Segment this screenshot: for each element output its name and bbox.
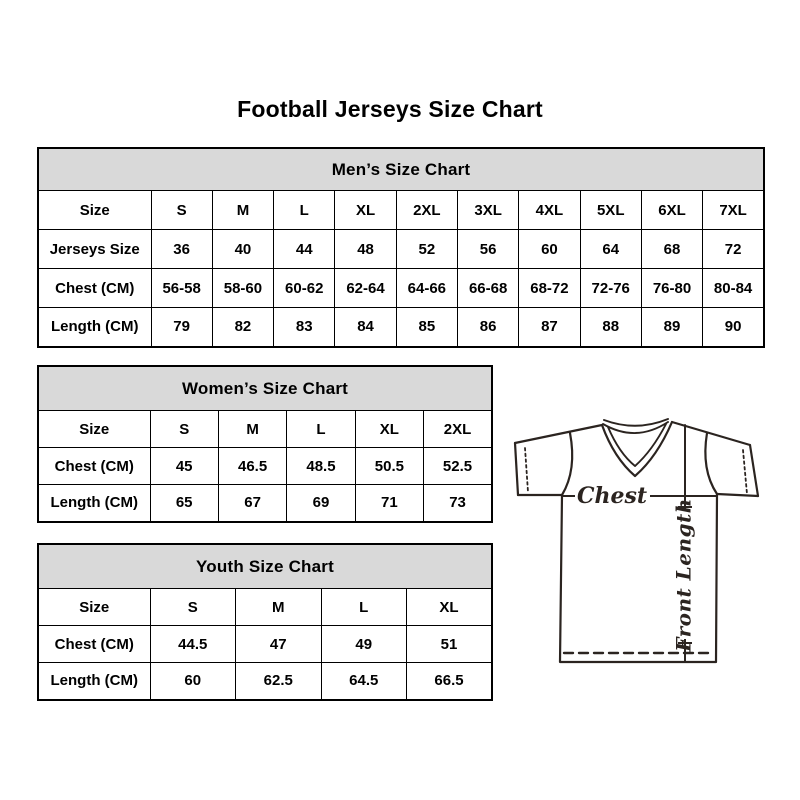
- mens-row-2: [38, 269, 764, 308]
- youth-cell: 44.5: [150, 626, 236, 663]
- mens-cell: 44: [274, 230, 335, 269]
- mens-cell: 6XL: [641, 191, 702, 230]
- mens-cell: 40: [212, 230, 273, 269]
- collar-back-arc: [604, 419, 668, 426]
- mens-cell: 85: [396, 308, 457, 347]
- womens-row-label: Size: [38, 411, 150, 448]
- mens-cell: 58-60: [212, 269, 273, 308]
- mens-cell: L: [274, 191, 335, 230]
- womens-cell: 52.5: [424, 448, 492, 485]
- mens-cell: 3XL: [457, 191, 518, 230]
- womens-cell: 65: [150, 485, 218, 522]
- womens-cell: 46.5: [218, 448, 286, 485]
- mens-cell: 80-84: [703, 269, 764, 308]
- right-sleeve-underside: [717, 494, 758, 496]
- page-title: Football Jerseys Size Chart: [237, 96, 543, 122]
- right-sleeve-seam: [705, 433, 717, 494]
- mens-cell: 79: [151, 308, 212, 347]
- mens-cell: 68: [641, 230, 702, 269]
- youth-cell: M: [236, 589, 322, 626]
- womens-size-table: [37, 365, 493, 523]
- youth-row-label: Size: [38, 589, 150, 626]
- youth-chart-title: Youth Size Chart: [38, 544, 492, 589]
- mens-cell: 64: [580, 230, 641, 269]
- mens-cell: 52: [396, 230, 457, 269]
- mens-cell: 89: [641, 308, 702, 347]
- womens-chart-title: Women’s Size Chart: [38, 366, 492, 411]
- womens-cell: S: [150, 411, 218, 448]
- mens-cell: 88: [580, 308, 641, 347]
- youth-row-0: [38, 589, 492, 626]
- womens-row-1: [38, 448, 492, 485]
- jersey-outline: [515, 419, 758, 662]
- mens-cell: 72: [703, 230, 764, 269]
- jersey-measurement-diagram: [500, 412, 780, 672]
- youth-row-2: [38, 663, 492, 700]
- mens-cell: 90: [703, 308, 764, 347]
- youth-cell: 51: [407, 626, 493, 663]
- mens-cell: 82: [212, 308, 273, 347]
- mens-row-label: Length (CM): [38, 308, 151, 347]
- left-cuff-dotted-line: [525, 448, 528, 492]
- mens-cell: 72-76: [580, 269, 641, 308]
- youth-cell: 64.5: [321, 663, 407, 700]
- womens-cell: 71: [355, 485, 423, 522]
- mens-row-3: [38, 308, 764, 347]
- youth-row-label: Length (CM): [38, 663, 150, 700]
- youth-cell: S: [150, 589, 236, 626]
- mens-cell: 86: [457, 308, 518, 347]
- womens-cell: 67: [218, 485, 286, 522]
- youth-cell: 66.5: [407, 663, 493, 700]
- mens-cell: 64-66: [396, 269, 457, 308]
- womens-cell: 50.5: [355, 448, 423, 485]
- mens-cell: M: [212, 191, 273, 230]
- youth-row-1: [38, 626, 492, 663]
- womens-cell: M: [218, 411, 286, 448]
- mens-row-label: Size: [38, 191, 151, 230]
- mens-cell: 2XL: [396, 191, 457, 230]
- mens-size-table: [37, 147, 765, 348]
- mens-cell: 48: [335, 230, 396, 269]
- youth-cell: 60: [150, 663, 236, 700]
- womens-row-label: Chest (CM): [38, 448, 150, 485]
- mens-cell: 7XL: [703, 191, 764, 230]
- mens-cell: 87: [519, 308, 580, 347]
- womens-cell: L: [287, 411, 355, 448]
- mens-cell: 36: [151, 230, 212, 269]
- youth-cell: XL: [407, 589, 493, 626]
- womens-cell: 48.5: [287, 448, 355, 485]
- right-cuff-edge: [750, 445, 758, 496]
- youth-cell: 49: [321, 626, 407, 663]
- mens-cell: 76-80: [641, 269, 702, 308]
- youth-row-label: Chest (CM): [38, 626, 150, 663]
- youth-size-table: [37, 543, 493, 701]
- mens-row-0: [38, 191, 764, 230]
- vneck-outer-line: [602, 422, 672, 476]
- mens-cell: 5XL: [580, 191, 641, 230]
- mens-cell: S: [151, 191, 212, 230]
- mens-cell: 68-72: [519, 269, 580, 308]
- womens-row-2: [38, 485, 492, 522]
- mens-cell: 62-64: [335, 269, 396, 308]
- left-shoulder-line: [515, 425, 602, 443]
- mens-chart-title: Men’s Size Chart: [38, 148, 764, 191]
- womens-row-label: Length (CM): [38, 485, 150, 522]
- womens-cell: XL: [355, 411, 423, 448]
- mens-row-label: Chest (CM): [38, 269, 151, 308]
- right-cuff-dotted-line: [743, 450, 747, 494]
- womens-cell: 69: [287, 485, 355, 522]
- front-length-label: Front Length: [671, 498, 696, 652]
- mens-cell: XL: [335, 191, 396, 230]
- mens-cell: 60-62: [274, 269, 335, 308]
- mens-cell: 4XL: [519, 191, 580, 230]
- womens-row-0: [38, 411, 492, 448]
- mens-cell: 56: [457, 230, 518, 269]
- youth-cell: 62.5: [236, 663, 322, 700]
- mens-cell: 56-58: [151, 269, 212, 308]
- youth-cell: 47: [236, 626, 322, 663]
- youth-cell: L: [321, 589, 407, 626]
- mens-cell: 84: [335, 308, 396, 347]
- right-shoulder-line: [672, 422, 750, 445]
- chest-label: Chest: [576, 483, 648, 509]
- womens-cell: 45: [150, 448, 218, 485]
- mens-cell: 66-68: [457, 269, 518, 308]
- mens-cell: 83: [274, 308, 335, 347]
- left-cuff-edge: [515, 443, 518, 495]
- mens-row-1: [38, 230, 764, 269]
- womens-cell: 73: [424, 485, 492, 522]
- mens-row-label: Jerseys Size: [38, 230, 151, 269]
- mens-cell: 60: [519, 230, 580, 269]
- left-sleeve-seam: [562, 433, 572, 495]
- womens-cell: 2XL: [424, 411, 492, 448]
